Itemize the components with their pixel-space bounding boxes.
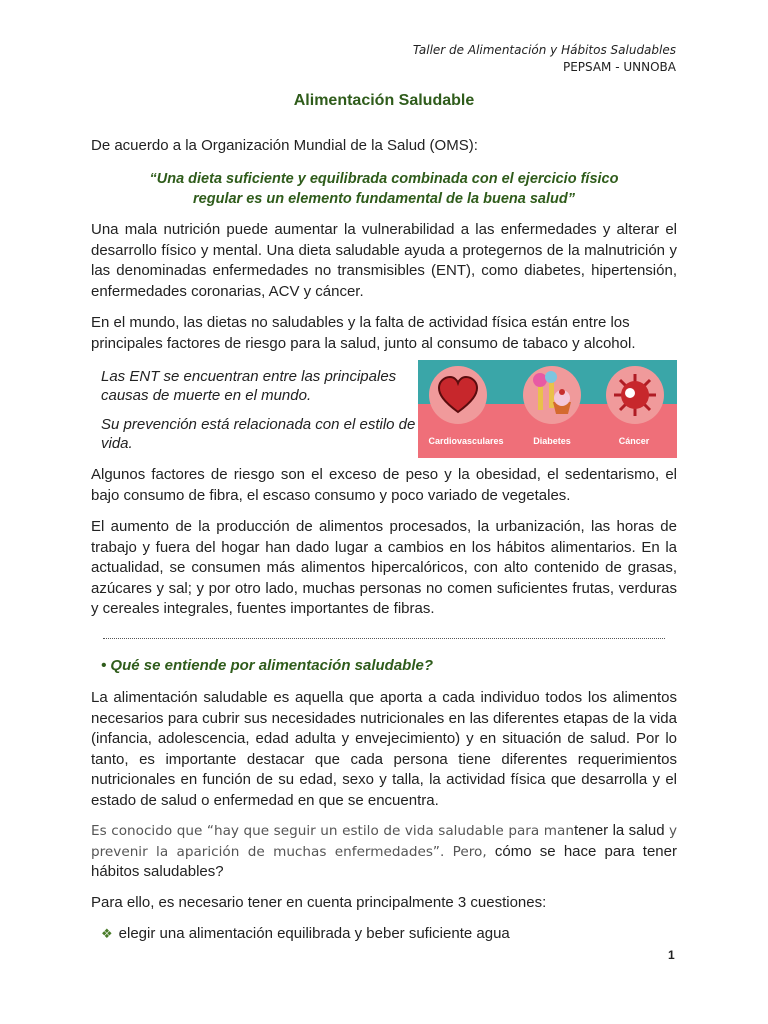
document-title: Alimentación Saludable	[293, 92, 475, 109]
quote-line-2: regular es un elemento fundamental de la buena salud”	[193, 191, 575, 207]
heart-icon	[429, 366, 487, 424]
habits-text-part-2: tener la salud	[573, 822, 665, 839]
label-cardiovascular: Cardiovasculares	[428, 436, 504, 446]
ent-note-line-2: Su prevención está relacionada con el estilo de vida.	[101, 416, 416, 452]
header-organization: PEPSAM - UNNOBA	[562, 60, 676, 74]
header-workshop-title: Taller de Alimentación y Hábitos Saludables	[412, 43, 676, 57]
habits-text-part-1: Es conocido que “hay que seguir un estilo de vida saludable para man	[91, 823, 574, 839]
paragraph-healthy-definition: La alimentación saludable es aquella que aporta a cada individuo todos los alimentos necesarios para cubrir sus necesidades nutricionales en las diferentes etapas de la vida (infancia, adolescencia, edad adulta y envejecimiento) y en situación de salud. Por lo tanto, es importante destacar que cada persona tiene diferentes requerimientos nutricionales en función de su edad, sexo y talla, la actividad física que desarrolla y el estado de salud o enfermedad en que se encuentra.	[91, 689, 677, 809]
paragraph-risk-examples: Algunos factores de riesgo son el exceso de peso y la obesidad, el sedentarismo, el bajo consumo de fibra, el escaso consumo y poco variado de vegetales.	[91, 466, 677, 504]
diamond-bullet-icon: ❖	[101, 926, 113, 941]
ent-illustration	[418, 360, 677, 458]
paragraph-healthy-habits	[91, 821, 677, 883]
intro-text: De acuerdo a la Organización Mundial de la Salud (OMS):	[91, 137, 478, 154]
section-divider	[103, 638, 665, 639]
paragraph-dietary-changes: El aumento de la producción de alimentos procesados, la urbanización, las horas de trabajo y fuera del hogar han dado lugar a cambios en los hábitos alimentarios. En la actualidad, se consumen más alimentos hipercalóricos, con alto contenido de grasas, azúcares y sal; y por otro lado, muchas personas no comen suficientes frutas, verduras y cereales integrales, fuentes importantes de fibras.	[91, 518, 677, 617]
paragraph-three-points: Para ello, es necesario tener en cuenta principalmente 3 cuestiones:	[91, 894, 547, 911]
page-header	[413, 42, 676, 76]
quote-line-1: “Una dieta suficiente y equilibrada combinada con el ejercicio físico	[149, 171, 619, 187]
label-cancer: Cáncer	[618, 436, 650, 446]
sweets-icon	[523, 366, 581, 424]
habits-text-part-4: cómo se hace para tener hábitos saludables?	[91, 842, 677, 880]
who-quote	[91, 169, 677, 209]
ent-note-line-1: Las ENT se encuentran entre las principales causas de muerte en el mundo.	[101, 368, 397, 404]
label-diabetes: Diabetes	[533, 436, 571, 446]
page-number: 1	[668, 948, 675, 962]
paragraph-risk-factors: En el mundo, las dietas no saludables y la falta de actividad física están entre los principales factores de riesgo para la salud, junto al consumo de tabaco y alcohol.	[91, 314, 636, 352]
section-question: • Qué se entiende por alimentación saludable?	[101, 657, 433, 674]
paragraph-malnutrition: Una mala nutrición puede aumentar la vulnerabilidad a las enfermedades y alterar el desarrollo físico y mental. Una dieta saludable ayuda a protegernos de la malnutrición y las denominadas enfermedades no transmisibles (ENT), como diabetes, hipertensión, enfermedades coronarias, ACV y cáncer.	[91, 221, 677, 300]
bullet-text: elegir una alimentación equilibrada y beber suficiente agua	[118, 925, 510, 942]
bullet-item	[101, 924, 510, 944]
ent-note	[101, 367, 416, 463]
habits-text-part-3: y prevenir la aparición de muchas enfermedades”. Pero,	[91, 823, 678, 860]
cancer-cell-icon	[606, 366, 664, 424]
